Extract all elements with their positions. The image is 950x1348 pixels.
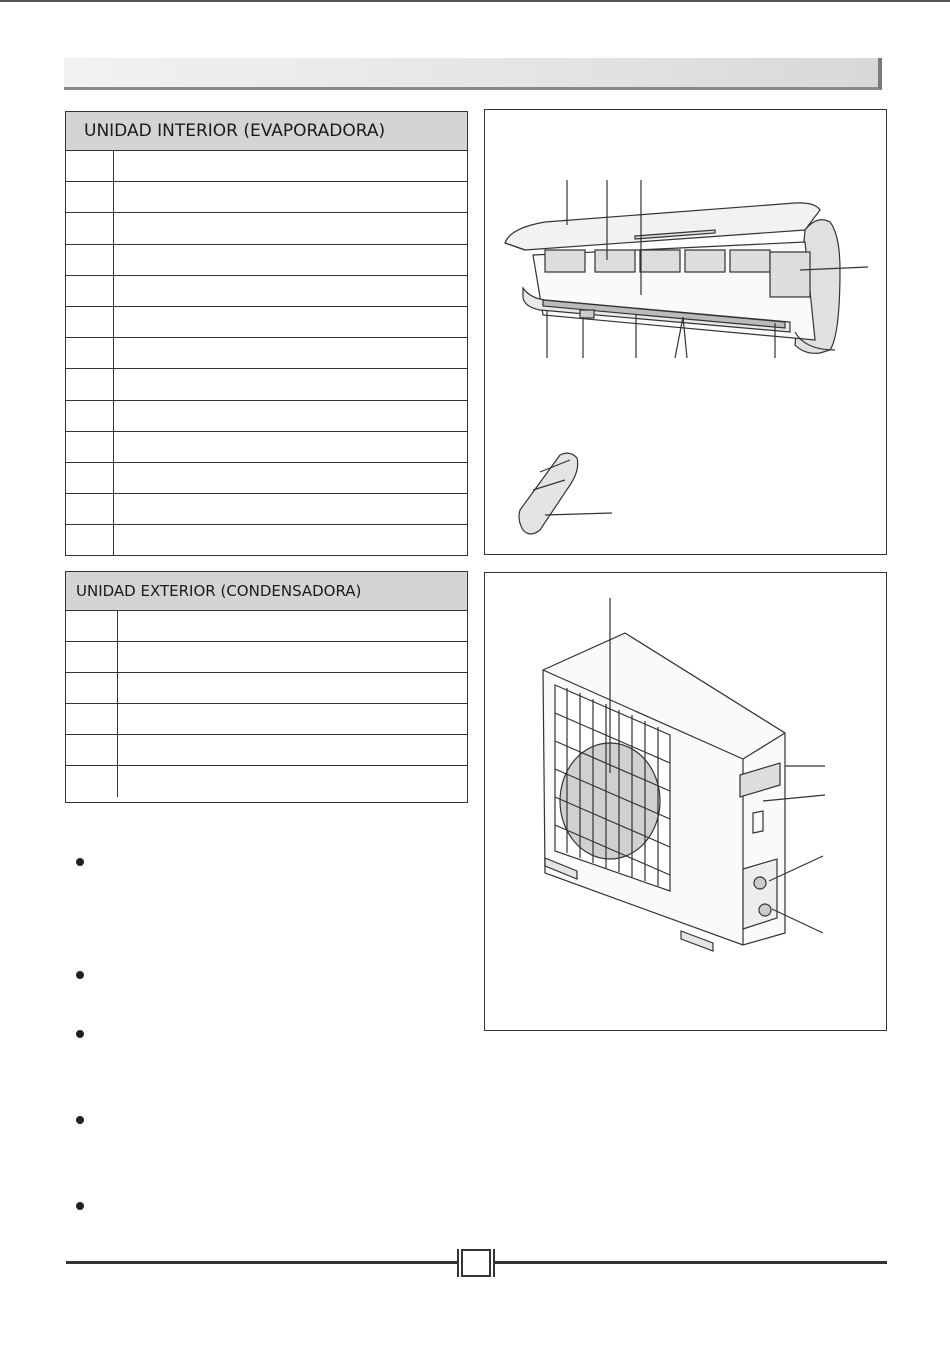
indoor-table-row-description-cell	[114, 401, 467, 431]
outdoor-table-row	[66, 673, 467, 704]
indoor-table-row-number-cell	[66, 463, 114, 493]
outdoor-table-row-description-cell	[118, 673, 467, 703]
outdoor-unit-illustration	[485, 573, 888, 1032]
outdoor-table-row	[66, 735, 467, 766]
outdoor-unit-table-body	[66, 611, 467, 797]
footer-rule-left	[66, 1261, 458, 1264]
indoor-unit-table-body	[66, 151, 467, 556]
indoor-table-row-number-cell	[66, 401, 114, 431]
outdoor-table-row-number-cell	[66, 673, 118, 703]
outdoor-table-row-number-cell	[66, 611, 118, 641]
outdoor-table-row-description-cell	[118, 735, 467, 765]
indoor-unit-parts-table	[65, 111, 468, 556]
indoor-table-row-description-cell	[114, 369, 467, 399]
indoor-table-row	[66, 151, 467, 182]
indoor-table-row	[66, 432, 467, 463]
indoor-table-row-number-cell	[66, 151, 114, 181]
indoor-table-row	[66, 213, 467, 244]
indoor-table-row-number-cell	[66, 525, 114, 556]
indoor-table-row	[66, 369, 467, 400]
indoor-table-row-description-cell	[114, 338, 467, 368]
bullet-1	[76, 858, 84, 866]
indoor-table-row-description-cell	[114, 213, 467, 243]
indoor-table-row-description-cell	[114, 276, 467, 306]
indoor-table-row	[66, 276, 467, 307]
outdoor-table-row-number-cell	[66, 642, 118, 672]
outdoor-table-row	[66, 611, 467, 642]
indoor-table-row-number-cell	[66, 338, 114, 368]
indoor-table-row	[66, 338, 467, 369]
bullet-2	[76, 971, 84, 979]
indoor-table-row-description-cell	[114, 151, 467, 181]
outdoor-table-row-description-cell	[118, 766, 467, 797]
indoor-table-row-description-cell	[114, 307, 467, 337]
outdoor-unit-parts-table	[65, 571, 468, 803]
indoor-table-row-number-cell	[66, 307, 114, 337]
bullet-3	[76, 1030, 84, 1038]
indoor-table-row	[66, 307, 467, 338]
indoor-table-row-description-cell	[114, 432, 467, 462]
indoor-unit-figure	[484, 109, 887, 555]
indoor-table-row-description-cell	[114, 494, 467, 524]
indoor-table-row-number-cell	[66, 213, 114, 243]
indoor-table-row-number-cell	[66, 276, 114, 306]
section-title-bar	[64, 58, 882, 90]
indoor-table-row	[66, 494, 467, 525]
outdoor-table-row	[66, 766, 467, 797]
outdoor-table-row-description-cell	[118, 611, 467, 641]
outdoor-table-row-number-cell	[66, 735, 118, 765]
outdoor-unit-figure	[484, 572, 887, 1031]
outdoor-table-row-description-cell	[118, 704, 467, 734]
indoor-unit-illustration	[485, 110, 888, 556]
page-number-box	[461, 1249, 491, 1277]
bullet-5	[76, 1202, 84, 1210]
indoor-unit-table-header: UNIDAD INTERIOR (EVAPORADORA)	[66, 112, 467, 151]
indoor-table-row-description-cell	[114, 463, 467, 493]
outdoor-table-row-number-cell	[66, 704, 118, 734]
outdoor-table-row-description-cell	[118, 642, 467, 672]
indoor-table-row-number-cell	[66, 182, 114, 212]
outdoor-table-row	[66, 642, 467, 673]
indoor-table-row	[66, 525, 467, 556]
indoor-table-row	[66, 463, 467, 494]
indoor-table-row	[66, 245, 467, 276]
indoor-table-row	[66, 401, 467, 432]
indoor-table-row-number-cell	[66, 432, 114, 462]
indoor-table-row-description-cell	[114, 525, 467, 556]
indoor-table-row-number-cell	[66, 369, 114, 399]
outdoor-unit-table-header: UNIDAD EXTERIOR (CONDENSADORA)	[66, 572, 467, 611]
bullet-4	[76, 1116, 84, 1124]
indoor-table-row-description-cell	[114, 182, 467, 212]
outdoor-table-row	[66, 704, 467, 735]
indoor-table-row	[66, 182, 467, 213]
outdoor-table-row-number-cell	[66, 766, 118, 797]
footer-rule-right	[494, 1261, 887, 1264]
indoor-table-row-description-cell	[114, 245, 467, 275]
top-rule	[0, 0, 950, 2]
indoor-table-row-number-cell	[66, 245, 114, 275]
indoor-table-row-number-cell	[66, 494, 114, 524]
